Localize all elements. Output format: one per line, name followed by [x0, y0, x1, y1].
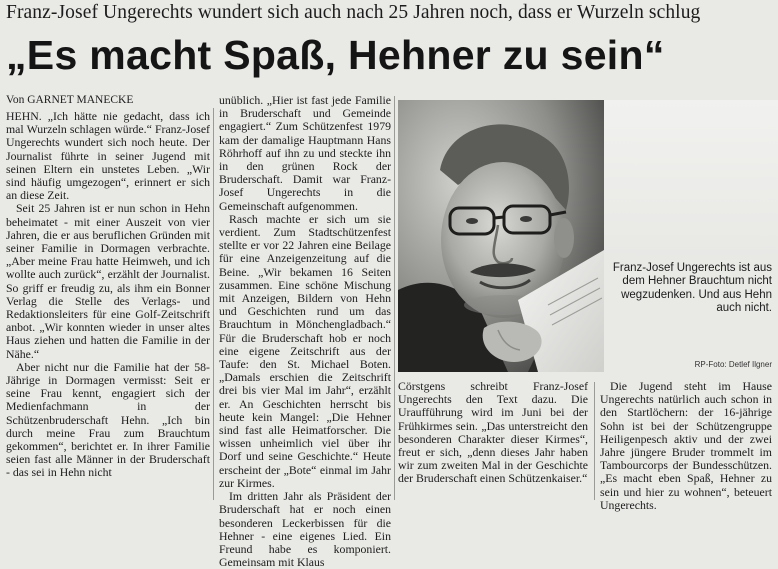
byline: Von GARNET MANECKE	[6, 94, 134, 106]
paragraph: Die Jugend steht im Hause Ungerechts natürlich auch schon in den Startlöchern: der 16-jährige Sohn ist bei der Schützengruppe Heiligenpesch aktiv und der zwei Jahre jüngere Bruder trommelt im Tambourcorps der Bundesschützen. „Es macht eben Spaß, Hehner zu sein und hier zu wohnen“, beteuert Ungerechts.	[600, 379, 772, 512]
photo-background	[604, 100, 778, 260]
article-column-3	[398, 380, 588, 500]
kicker: Franz-Josef Ungerechts wundert sich auch nach 25 Jahren noch, dass er Wurzeln schlug	[6, 2, 701, 23]
portrait-photo	[398, 100, 604, 372]
paragraph: Im dritten Jahr als Präsident der Bruderschaft hat er noch einen besonderen Leckerbissen für die Hehner - eine eigenes Lied. Ein Freund habe es komponiert. Gemeinsam mit Klaus	[219, 489, 391, 569]
photo-credit: RP-Foto: Detlef Ilgner	[694, 360, 772, 369]
paragraph: HEHN. „Ich hätte nie gedacht, dass ich mal Wurzeln schlagen würde.“ Franz-Josef Ungerechts wundert sich noch heute. Der Journalist führte in seiner Jugend mit seinen Eltern ein unstetes Leben. „Wir sind häufig umgezogen“, erinnert er sich an diese Zeit.	[6, 109, 210, 203]
paragraph: Cörstgens schreibt Franz-Josef Ungerechts den Text dazu. Die Uraufführung wird im Juni bei der Frühkirmes sein. „Das unterstreicht den besonderen Charakter dieser Kirmes“, freut er sich, „denn dieses Jahr haben wir zum zweiten Mal in der Geschichte der Bruderschaft einen Schützenkaiser.“	[398, 379, 588, 486]
paragraph: Aber nicht nur die Familie hat der 58-Jährige in Dormagen vermisst: Seit er seine Frau kennt, engagiert sich der Medienfachmann in der Schützenbruderschaft Hehn. „Ich bin durch meine Frau zum Brauchtum gekommen“, berichtet er. In ihrer Familie seien fast alle Männer in der Bruderschaft - das sei in Hehn nicht	[6, 359, 210, 480]
column-divider	[213, 108, 214, 500]
paragraph: Seit 25 Jahren ist er nun schon in Hehn beheimatet - mit einer Auszeit von vier Jahren, die er aus beruflichen Gründen mit seiner Familie in Dormagen verbrachte. „Aber meine Frau hatte Heimweh, und ich wollte auch zurück“, erzählt der Journalist. So griff er freudig zu, als ihm ein Bonner Verlag die Stelle des Verlags- und Redaktionsleiters für eine Golf-Zeitschrift anbot. „Wir konnten wieder in unser altes Haus ziehen und hatten die Familie in der Nähe.“	[6, 201, 210, 361]
article-column-4	[600, 379, 772, 512]
column-divider	[394, 96, 395, 500]
headline: „Es macht Spaß, Hehner zu sein“	[6, 32, 665, 78]
paragraph: unüblich. „Hier ist fast jede Familie in Bruderschaft und Gemeinde engagiert.“ Zum Schützenfest 1979 kam der damalige Hauptmann Hans Röhrhoff auf ihn zu und steckte ihn in den grünen Rock der Bruderschaft. Damit war Franz-Josef Ungerechts in die Gemeinschaft aufgenommen.	[219, 93, 391, 213]
photo-caption: Franz-Josef Ungerechts ist aus dem Hehner Brauchtum nicht wegzudenken. Und aus Hehn auch nicht.	[612, 262, 772, 315]
column-divider	[594, 382, 595, 500]
article-column-2	[219, 93, 391, 569]
article-column-1	[6, 110, 210, 500]
paragraph: Rasch machte er sich um sie verdient. Zum Stadtschützenfest stellte er vor 22 Jahren eine Beilage für eine Anzeigenzeitung auf die Beine. „Wir bekamen 16 Seiten zusammen. Eine schöne Mischung mit Anzeigen, Bildern von Hehn und Geschichten rund um das Brauchtum in Mönchengladbach.“ Für die Bruderschaft hob er noch eine eigene Zeitschrift aus der Taufe: den St. Michael Boten. „Damals erschien die Zeitschrift drei bis vier Mal im Jahr“, erzählt er. An Geschichten herrscht bis heute kein Mangel: „Die Hehner sind fast alle Heimatforscher. Die wissen unheimlich viel über ihr Dorf und seine Geschichte.“ Heute erscheint der „Bote“ einmal im Jahr zur Kirmes.	[219, 211, 391, 490]
